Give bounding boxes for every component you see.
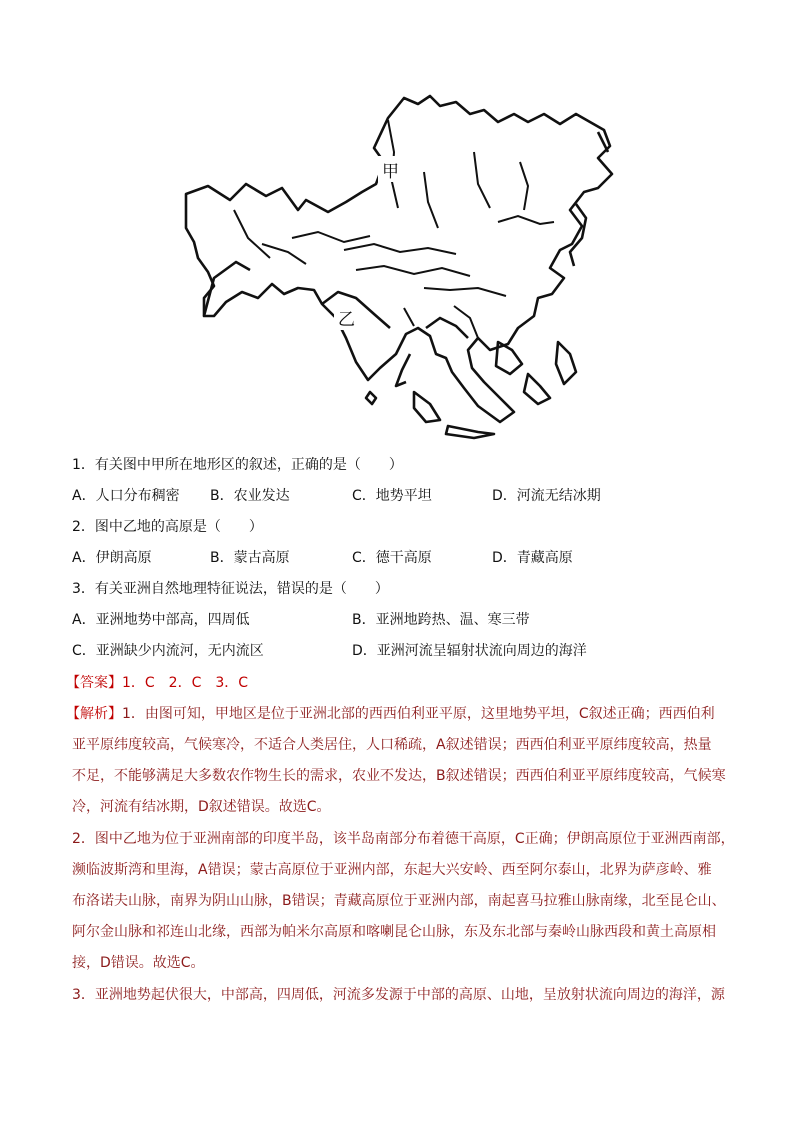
question-2-stem: 2．图中乙地的高原是（ ） (72, 519, 263, 535)
q2-option-a: A．伊朗高原 (72, 550, 152, 566)
q1-option-b: B．农业发达 (210, 488, 290, 504)
analysis-p3-line-1: 3．亚洲地势起伏很大，中部高，四周低，河流多发源于中部的高原、山地，呈放射状流向周边的海洋，源 (72, 987, 725, 1003)
answer-line (66, 673, 248, 693)
q2-option-b: B．蒙古高原 (210, 550, 290, 566)
analysis-p2-line-1: 2．图中乙地为位于亚洲南部的印度半岛，该半岛南部分布着德干高原，C正确；伊朗高原位于亚洲西南部， (72, 831, 735, 847)
q1-option-c: C．地势平坦 (352, 488, 432, 504)
answer-text: 1．C 2．C 3．C (122, 675, 249, 691)
q1-option-d: D．河流无结冰期 (492, 488, 601, 504)
analysis-p2-line-2: 濒临波斯湾和里海，A错误；蒙古高原位于亚洲内部，东起大兴安岭、西至阿尔泰山，北界为萨彦岭、雅 (72, 862, 712, 878)
analysis-tag: 【解析】 (66, 706, 122, 722)
map-label-jia: 甲 (382, 162, 399, 182)
analysis-p2-line-3: 布洛诺夫山脉，南界为阴山山脉，B错误；青藏高原位于亚洲内部，南起喜马拉雅山脉南缘，北至昆仑山、 (72, 893, 726, 909)
q3-option-a: A．亚洲地势中部高，四周低 (72, 612, 250, 628)
asia-map (178, 92, 618, 442)
q3-option-b: B．亚洲地跨热、温、寒三带 (352, 612, 530, 628)
analysis-line-1 (66, 704, 715, 724)
asia-map-outline (178, 92, 618, 442)
q3-option-d: D．亚洲河流呈辐射状流向周边的海洋 (352, 643, 587, 659)
analysis-p1-line-2: 亚平原纬度较高，气候寒冷，不适合人类居住，人口稀疏，A叙述错误；西西伯利亚平原纬度较高，热量 (72, 737, 712, 753)
analysis-p2-line-5: 接，D错误。故选C。 (72, 955, 205, 971)
q2-option-c: C．德干高原 (352, 550, 432, 566)
analysis-p1-line-3: 不足，不能够满足大多数农作物生长的需求，农业不发达，B叙述错误；西西伯利亚平原纬度较高，气候寒 (72, 768, 726, 784)
q1-option-a: A．人口分布稠密 (72, 488, 180, 504)
analysis-p1-line-4: 冷，河流有结冰期，D叙述错误。故选C。 (72, 799, 331, 815)
question-3-stem: 3．有关亚洲自然地理特征说法，错误的是（ ） (72, 581, 389, 597)
map-label-yi: 乙 (338, 310, 355, 330)
question-1-stem: 1．有关图中甲所在地形区的叙述，正确的是（ ） (72, 457, 403, 473)
q2-option-d: D．青藏高原 (492, 550, 573, 566)
analysis-p1-line-1: 1．由图可知，甲地区是位于亚洲北部的西西伯利亚平原，这里地势平坦，C叙述正确；西西伯利 (122, 706, 715, 722)
q3-option-c: C．亚洲缺少内流河，无内流区 (72, 643, 264, 659)
analysis-p2-line-4: 阿尔金山脉和祁连山北缘，西部为帕米尔高原和喀喇昆仑山脉，东及东北部与秦岭山脉西段和黄土高原相 (72, 924, 716, 940)
answer-tag: 【答案】 (66, 675, 122, 691)
